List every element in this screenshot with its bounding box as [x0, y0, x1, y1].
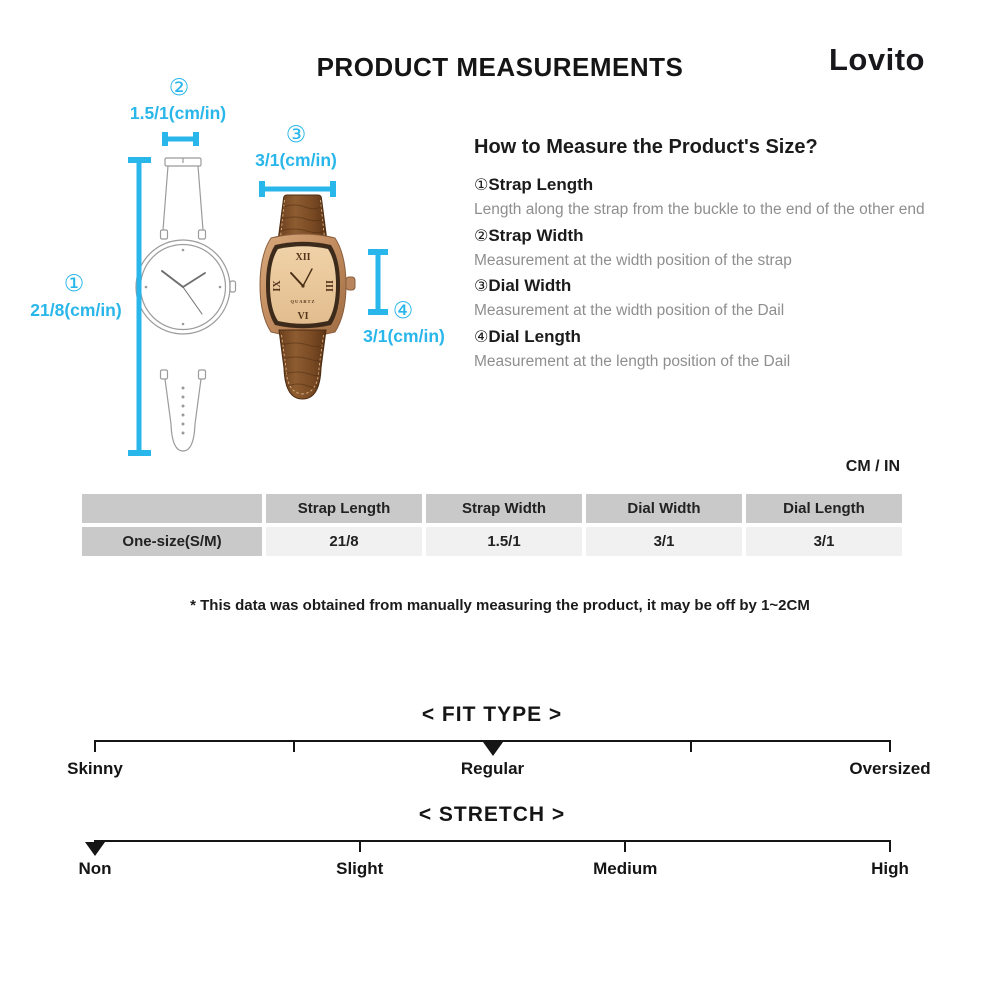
fit-label-oversized: Oversized	[849, 759, 931, 778]
stretch-labels	[78, 859, 909, 881]
fit-type-title: < FIT TYPE >	[421, 703, 563, 726]
scale-tick	[889, 740, 891, 752]
how-to-item-desc: Length along the strap from the buckle to the end of the other end	[474, 201, 925, 218]
item-4-num: ④	[474, 328, 489, 346]
scale-tick	[889, 840, 891, 852]
table-header-strap-length: Strap Length	[266, 494, 422, 523]
how-to-item-label	[474, 273, 938, 299]
how-to-heading: How to Measure the Product's Size?	[474, 136, 818, 158]
how-to-item-desc: Measurement at the length position of the Dail	[474, 352, 791, 370]
stretch-label-high: High	[871, 859, 909, 878]
table-value-dial-length: 3/1	[746, 527, 902, 556]
scale-tick	[690, 740, 692, 752]
how-to-item-label	[474, 324, 938, 350]
table-header-dial-width: Dial Width	[586, 494, 742, 523]
scale-tick	[624, 840, 626, 852]
measurement-diagram	[0, 70, 470, 470]
scale-tick	[293, 740, 295, 752]
size-table	[82, 494, 902, 556]
dial-numeral-ix: IX	[272, 280, 283, 292]
item-2-num: ②	[474, 227, 489, 245]
table-header-strap-width: Strap Width	[426, 494, 582, 523]
item-1-title: Strap Length	[488, 175, 594, 194]
stretch-label-non: Non	[78, 859, 112, 878]
table-header-blank	[82, 494, 262, 523]
table-value-strap-length: 21/8	[266, 527, 422, 556]
table-header-dial-length: Dial Length	[746, 494, 902, 523]
annotation-value-dial-length: 3/1(cm/in)	[363, 326, 445, 346]
annotation-num-strap-width: ②	[168, 74, 190, 100]
annotation-num-dial-length: ④	[392, 297, 414, 323]
stretch-label-medium: Medium	[593, 859, 658, 878]
annotation-num-dial-width: ③	[285, 121, 307, 147]
stretch-scale	[95, 840, 890, 842]
scale-tick	[359, 840, 361, 852]
table-value-dial-width: 3/1	[586, 527, 742, 556]
stretch-label-slight: Slight	[336, 859, 384, 878]
annotation-value-strap-width: 1.5/1(cm/in)	[129, 103, 227, 123]
annotation-num-strap-length: ①	[63, 270, 85, 296]
unit-label: CM / IN	[845, 458, 900, 475]
how-to-item-desc: Measurement at the width position of the Dail	[474, 302, 785, 319]
how-to-item-desc: Measurement at the width position of the strap	[474, 251, 792, 269]
page-title: PRODUCT MEASUREMENTS	[316, 52, 684, 82]
annotation-value-dial-width: 3/1(cm/in)	[255, 150, 337, 170]
item-4-title: Dial Length	[488, 326, 581, 346]
table-value-strap-width: 1.5/1	[426, 527, 582, 556]
how-to-item-label	[474, 223, 938, 249]
table-row-size-label: One-size(S/M)	[82, 527, 262, 556]
scale-tick	[94, 740, 96, 752]
item-1-num: ①	[474, 177, 489, 194]
measurement-disclaimer: * This data was obtained from manually measuring the product, it may be off by 1~2CM	[190, 597, 810, 614]
item-2-title: Strap Width	[488, 225, 584, 245]
annotation-value-strap-length: 21/8(cm/in)	[30, 300, 122, 320]
fit-label-regular: Regular	[460, 759, 525, 778]
fit-type-marker	[483, 742, 503, 756]
stretch-title: < STRETCH >	[418, 803, 566, 826]
dial-caption: QUARTZ	[290, 299, 316, 304]
item-3-num: ③	[474, 278, 489, 295]
stretch-marker	[85, 842, 105, 856]
item-3-title: Dial Width	[488, 276, 572, 295]
dial-numeral-xii: XII	[295, 252, 311, 263]
fit-label-skinny: Skinny	[67, 759, 123, 778]
how-to-item-label	[474, 172, 938, 198]
dial-numeral-vi: VI	[297, 311, 309, 322]
fit-type-scale	[95, 740, 890, 742]
how-to-measure-section	[474, 136, 938, 374]
fit-type-labels	[67, 759, 931, 781]
lovito-logo: Lovito	[829, 42, 925, 77]
dial-numeral-iii: III	[323, 280, 334, 292]
